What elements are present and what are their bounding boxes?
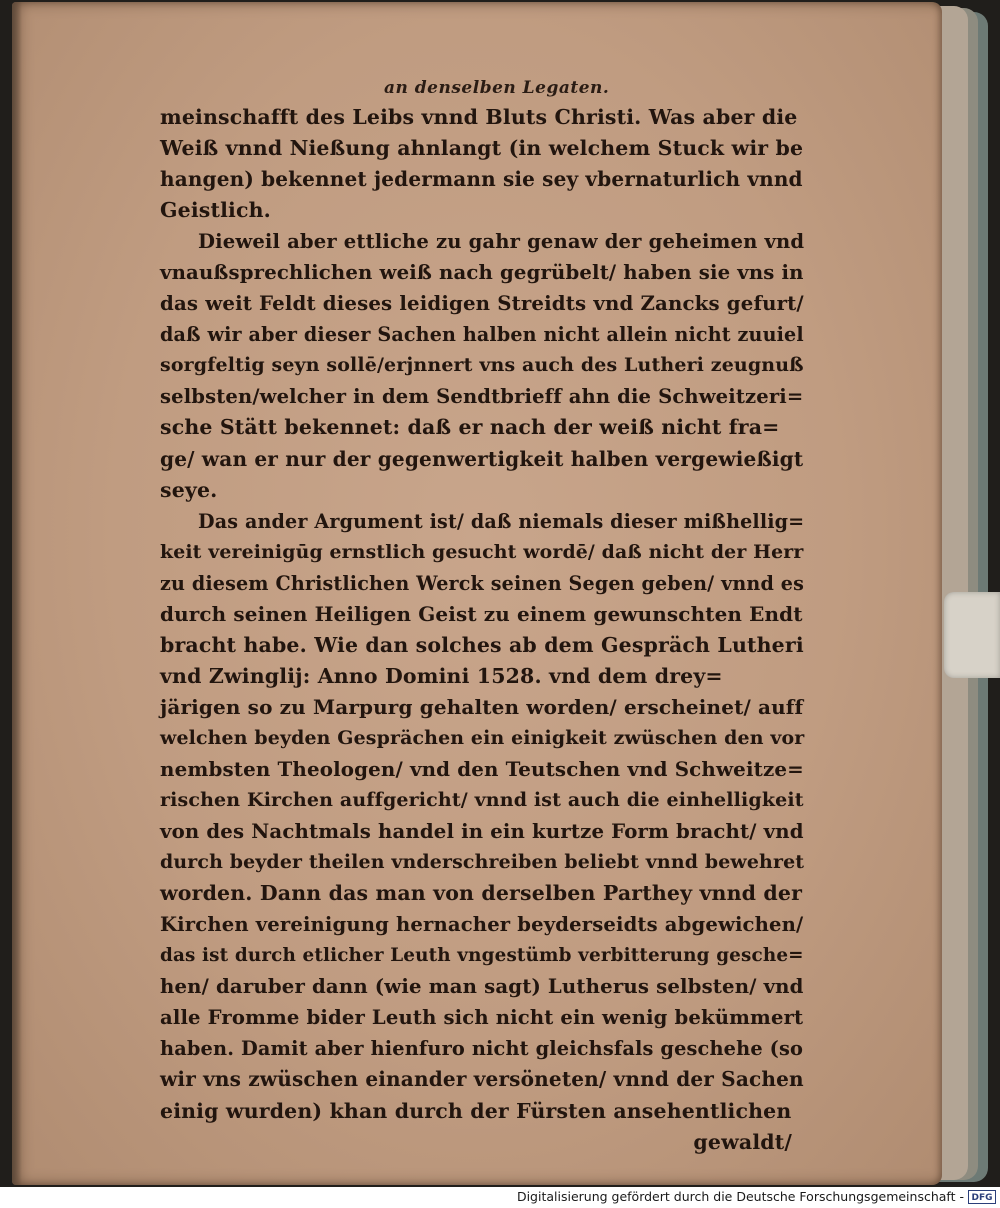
text-line: haben. Damit aber hienfuro nicht gleichsfals geschehe (so — [160, 1037, 804, 1061]
text-line: das ist durch etlicher Leuth vngestümb verbitterung gesche= — [160, 945, 804, 967]
text-line: vnd Zwinglij: Anno Domini 1528. vnd dem drey= — [160, 663, 723, 688]
text-line: zu diesem Christlichen Werck seinen Segen geben/ vnnd es — [160, 571, 804, 595]
paragraph-start-line: Das ander Argument ist/ daß niemals dieser mißhellig= — [198, 509, 805, 533]
page-clip-tab — [944, 592, 1000, 678]
text-line: järigen so zu Marpurg gehalten worden/ erscheinet/ auff — [160, 694, 804, 719]
text-line: meinschafft des Leibs vnnd Bluts Christi. Was aber die — [160, 105, 798, 129]
text-line: von des Nachtmals handel in ein kurtze Form bracht/ vnd — [160, 819, 804, 844]
text-line: seye. — [160, 477, 218, 502]
text-line: nembsten Theologen/ vnd den Teutschen vnd Schweitze= — [160, 756, 804, 781]
text-line: durch seinen Heiligen Geist zu einem gewunschten Endt — [160, 601, 803, 626]
text-line: Kirchen vereinigung hernacher beyderseidts abgewichen/ — [160, 913, 804, 937]
footer-bar — [0, 1187, 1000, 1208]
text-line: selbsten/welcher in dem Sendtbrieff ahn die Schweitzeri= — [160, 385, 804, 409]
text-line: worden. Dann das man von derselben Parthey vnnd der — [160, 881, 803, 906]
text-line: hangen) bekennet jedermann sie sey vbernaturlich vnnd — [160, 167, 803, 192]
text-line: durch beyder theilen vnderschreiben beliebt vnnd bewehret — [160, 851, 805, 874]
text-line: sche Stätt bekennet: daß er nach der weiß nicht fra= — [160, 415, 780, 440]
funding-credit: Digitalisierung gefördert durch die Deutsche Forschungsgemeinschaft - — [516, 1189, 964, 1204]
text-line: Geistlich. — [160, 198, 271, 223]
text-line: alle Fromme bider Leuth sich nicht ein wenig bekümmert — [160, 1006, 804, 1030]
dfg-logo: DFG — [968, 1190, 996, 1204]
text-line: einig wurden) khan durch der Fürsten ansehentlichen — [160, 1098, 792, 1123]
text-line: Weiß vnnd Nießung ahnlangt (in welchem Stuck wir be — [160, 136, 804, 161]
book-page — [12, 2, 942, 1185]
catchword: gewaldt/ — [693, 1129, 792, 1154]
running-head: an denselben Legaten. — [384, 78, 610, 98]
text-line: daß wir aber dieser Sachen halben nicht allein nicht zuuiel — [160, 323, 804, 347]
text-line: ge/ wan er nur der gegenwertigkeit halben vergewießigt — [160, 446, 804, 471]
text-line: vnaußsprechlichen weiß nach gegrübelt/ haben sie vns in — [160, 261, 804, 285]
text-line: sorgfeltig seyn sollē/erjnnert vns auch des Lutheri zeugnuß — [160, 354, 804, 377]
text-line: welchen beyden Gesprächen ein einigkeit zwüschen den vor — [160, 726, 805, 749]
text-line: hen/ daruber dann (wie man sagt) Lutherus selbsten/ vnd — [160, 974, 804, 999]
body-text — [160, 102, 810, 1158]
text-line: bracht habe. Wie dan solches ab dem Gespräch Lutheri — [160, 632, 804, 657]
paragraph-start-line: Dieweil aber ettliche zu gahr genaw der geheimen vnd — [198, 230, 805, 254]
text-line: keit vereinigūg ernstlich gesucht wordē/ daß nicht der Herr — [160, 540, 804, 563]
text-line: rischen Kirchen auffgericht/ vnnd ist auch die einhelligkeit — [160, 789, 804, 812]
text-line: das weit Feldt dieses leidigen Streidts vnd Zancks gefurt/ — [160, 291, 804, 316]
text-line: wir vns zwüschen einander versöneten/ vnnd der Sachen — [160, 1067, 804, 1092]
